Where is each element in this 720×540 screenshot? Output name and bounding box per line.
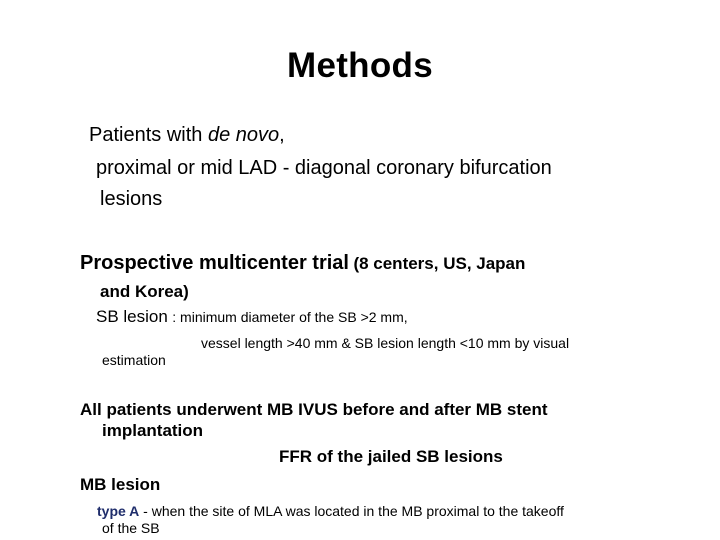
sb-lesion-label: SB lesion [96,307,168,326]
ivus-line-2: implantation [102,421,204,440]
mb-lesion-type-line [97,503,564,519]
mb-lesion-type-desc-2: of the SB [102,520,160,536]
sb-lesion-criteria-3: estimation [102,352,166,368]
patients-suffix: , [279,124,285,146]
trial-detail: (8 centers, US, Japan [353,254,526,273]
sb-lesion-line-1 [96,307,408,327]
trial-main: Prospective multicenter trial [80,252,349,274]
patients-line-1 [89,124,285,147]
trial-line-2: and Korea) [100,282,189,301]
sb-lesion-criteria-1: : minimum diameter of the SB >2 mm, [172,309,408,325]
mb-lesion-type-desc: - when the site of MLA was located in the MB proximal to the takeoff [139,503,564,519]
mb-lesion-label: MB lesion [80,475,161,494]
ivus-line-3: FFR of the jailed SB lesions [279,447,503,466]
patients-line-2: proximal or mid LAD - diagonal coronary bifurcation [96,157,552,179]
patients-prefix: Patients with [89,124,208,146]
mb-lesion-type-label: type A [97,503,140,519]
trial-line-1 [80,252,525,275]
page-title: Methods [287,46,433,85]
patients-line-3: lesions [100,188,163,210]
ivus-line-1: All patients underwent MB IVUS before and after MB stent [80,400,548,419]
sb-lesion-criteria-2: vessel length >40 mm & SB lesion length <10 mm by visual [201,335,570,351]
patients-emphasis: de novo [207,124,280,146]
